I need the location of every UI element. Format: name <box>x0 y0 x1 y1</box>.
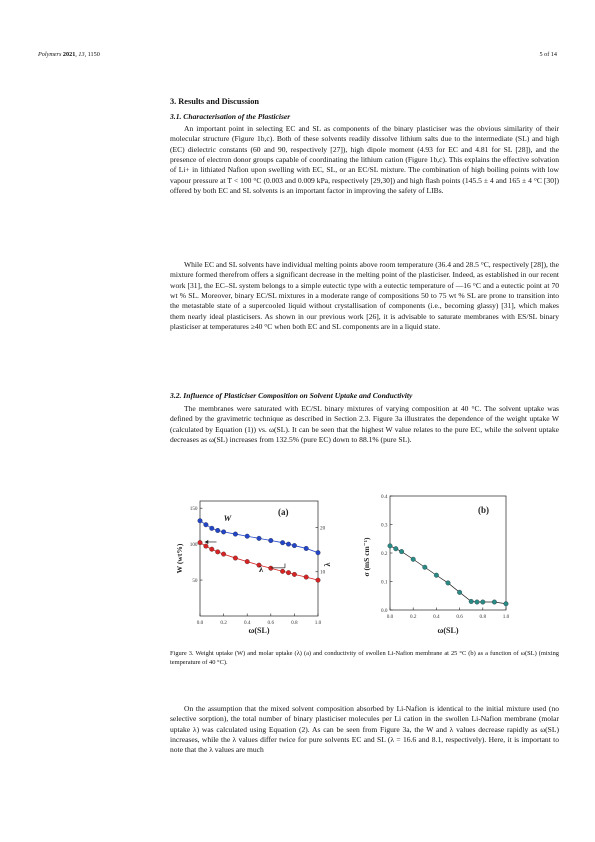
panel-a-point <box>215 550 220 555</box>
panel-a-point <box>204 522 209 527</box>
panel-a-series-label-lambda: λ <box>259 564 264 575</box>
page-number: 5 of 14 <box>539 51 557 58</box>
panel-a-label: (a) <box>278 507 289 517</box>
panel-a-ytick-label: 100 <box>189 541 198 548</box>
panel-b-xtick-label: 0.4 <box>433 614 440 620</box>
panel-b-point <box>423 565 428 570</box>
panel-b-point <box>399 549 404 554</box>
panel-a-xtick-label: 0.6 <box>267 620 275 626</box>
panel-a-xlabel: ω(SL) <box>248 626 270 635</box>
panel-b-point <box>457 590 462 595</box>
panel-a-xtick-label: 1.0 <box>314 620 322 626</box>
panel-a-xtick-label: 0.8 <box>291 620 298 626</box>
panel-b-ytick-label: 0.2 <box>381 550 388 557</box>
paragraph-4: On the assumption that the mixed solvent composition absorbed by Li-Nafion is identical to the initial mixture used (no selective sorption), the total number of binary plasticiser molecules per Li cation in the swollen Li-Nafion membrane (molar uptake λ) was calculated using Equation (2). As can be seen from Figure 3a, the W and λ values decrease rapidly as ω(SL) increases, while the λ values differ twice for pure solvents EC and SL (λ = 16.6 and 8.1, respectively). Here, it is important to note that the λ values are much <box>170 704 559 755</box>
panel-a-point <box>198 518 203 523</box>
panel-a-point <box>233 532 238 537</box>
panel-a-point <box>292 572 297 577</box>
panel-a-point <box>215 528 220 533</box>
panel-b-ytick-label: 0.4 <box>381 493 388 500</box>
panel-b-point <box>434 573 439 578</box>
panel-a-point <box>221 530 226 535</box>
panel-b-point <box>475 600 480 605</box>
panel-a-y2tick-label: 10 <box>320 569 326 576</box>
figure-3 <box>170 493 559 643</box>
panel-a-xtick-label: 0.4 <box>243 620 251 626</box>
panel-a-point <box>210 547 215 552</box>
panel-a-point <box>245 559 250 564</box>
panel-a-y2tick-label: 20 <box>320 525 326 532</box>
panel-a-point <box>245 534 250 539</box>
panel-b-ytick-label: 0.0 <box>381 607 388 614</box>
panel-a-xtick-label: 0.2 <box>220 620 227 626</box>
panel-a-point <box>280 540 285 545</box>
journal-name: Polymers <box>38 51 62 58</box>
panel-b-xtick-label: 0.6 <box>456 614 463 620</box>
panel-a-point <box>286 570 291 575</box>
panel-b-point <box>492 600 497 605</box>
panel-a-point <box>233 556 238 561</box>
journal-volume: 13 <box>78 51 85 58</box>
panel-b-ylabel: σ (mS cm⁻¹) <box>362 537 371 577</box>
panel-a-point <box>292 543 297 548</box>
panel-b-xtick-label: 0.8 <box>479 614 487 620</box>
panel-b-xtick-label: 0.0 <box>386 614 394 620</box>
journal-year: 2021 <box>62 51 76 58</box>
panel-b-point <box>388 544 393 549</box>
panel-b-xlabel: ω(SL) <box>437 626 459 635</box>
article-number: 1150 <box>87 51 100 58</box>
panel-b-xtick-label: 0.2 <box>409 614 417 620</box>
panel-a-point <box>304 546 309 551</box>
panel-a-point <box>221 552 226 557</box>
panel-b-ytick-label: 0.1 <box>381 579 388 586</box>
panel-b-point <box>446 581 451 586</box>
panel-a-point <box>316 550 321 555</box>
panel-a-point <box>304 575 309 580</box>
panel-a-point <box>210 526 215 531</box>
panel-a-point <box>257 536 262 541</box>
panel-a-point <box>198 540 203 545</box>
section-title: 3. Results and Discussion <box>170 97 259 106</box>
subsection-title-characterisation: 3.1. Characterisation of the Plasticiser <box>170 112 291 121</box>
panel-b-point <box>394 546 399 551</box>
panel-b-point <box>504 601 509 606</box>
paragraph-2: While EC and SL solvents have individual melting points above room temperature (36.4 and 28.5 °C, respectively [28]), the mixture formed therefrom offers a significant decrease in the melting point of the plasticiser. Indeed, as established in our recent work [31], the EC–SL system belongs to a simple eutectic type with a eutectic temperature of —16 °C and a eutectic point at 70 wt % SL. Moreover, binary EC/SL mixtures in a moderate range of compositions 50 to 75 wt % SL are prone to transition into the metastable state of a supercooled liquid without crystallisation of components (i.e., becoming glassy) [31], which makes them nearly ideal plasticisers. As shown in our previous work [26], it is advisable to saturate membranes with ES/SL binary plasticiser at temperatures ≥40 °C when both EC and SL components are in a liquid state. <box>170 260 559 332</box>
panel-a-ylabel: W (wt%) <box>175 543 184 574</box>
figure-3-plots <box>170 493 559 643</box>
running-header-left: Polymers 2021, 13, 1150 <box>38 51 100 58</box>
panel-a-series-line <box>200 543 318 581</box>
subsection-title-uptake: 3.2. Influence of Plasticiser Composition on Solvent Uptake and Conductivity <box>170 391 413 400</box>
panel-a-point <box>269 566 274 571</box>
panel-a-ytick-label: 150 <box>189 505 198 512</box>
panel-a-point <box>286 542 291 547</box>
panel-b-point <box>481 600 486 605</box>
panel-a-ytick-label: 50 <box>192 577 198 584</box>
paragraph-1: An important point in selecting EC and SL as components of the binary plasticiser was the obvious similarity of their molecular structure (Figure 1b,c). Both of these solvents readily dissolve lithium salts due to the intermediate (SL) and high (EC) dielectric constants (60 and 90, respectively [27]), high dipole moment (4.93 for EC and 4.81 for SL [28]), and the presence of electron donor groups capable of coordinating the lithium cation (Figure 1b,c). This explains the effective solvation of Li+ in lithiated Nafion upon swelling with EC, SL, or an EC/SL mixture. The combination of high boiling points with low vapour pressure at T < 100 °C (0.003 and 0.009 kPa, respectively [29,30]) and high flash points (145.5 ± 4 and 165 ± 4 °C [30]) offered by both EC and SL solvents is an important factor in improving the safety of LIBs. <box>170 124 559 196</box>
panel-a-arrowhead-w <box>205 540 209 544</box>
panel-b-point <box>411 557 416 562</box>
panel-a-xtick-label: 0.0 <box>196 620 204 626</box>
panel-b-ytick-label: 0.3 <box>381 522 388 529</box>
panel-b-point <box>469 599 474 604</box>
paragraph-3: The membranes were saturated with EC/SL binary mixtures of varying composition at 40 °C. The solvent uptake was defined by the gravimetric technique as described in Section 2.3. Figure 3a illustrates the dependence of the weight uptake W (calculated by Equation (1)) vs. ω(SL). It can be seen that the highest W value relates to the pure EC, while the solvent uptake decreases as ω(SL) increases from 132.5% (pure EC) down to 88.1% (pure SL). <box>170 404 559 445</box>
panel-a-point <box>316 578 321 583</box>
panel-a-y2label: λ <box>323 562 332 567</box>
panel-a-frame <box>200 501 318 616</box>
panel-b-series-line <box>390 546 506 604</box>
panel-b-label: (b) <box>478 505 489 515</box>
panel-a-point <box>269 538 274 543</box>
panel-a-series-label-w: W <box>223 513 232 524</box>
figure-3-caption: Figure 3. Weight uptake (W) and molar uptake (λ) (a) and conductivity of swollen Li-Nafion membrane at 25 °C (b) as a function of ω(SL) (mixing temperature of 40 °C). <box>170 650 559 667</box>
panel-a-point <box>280 569 285 574</box>
panel-b-xtick-label: 1.0 <box>502 614 510 620</box>
panel-a-point <box>204 544 209 549</box>
